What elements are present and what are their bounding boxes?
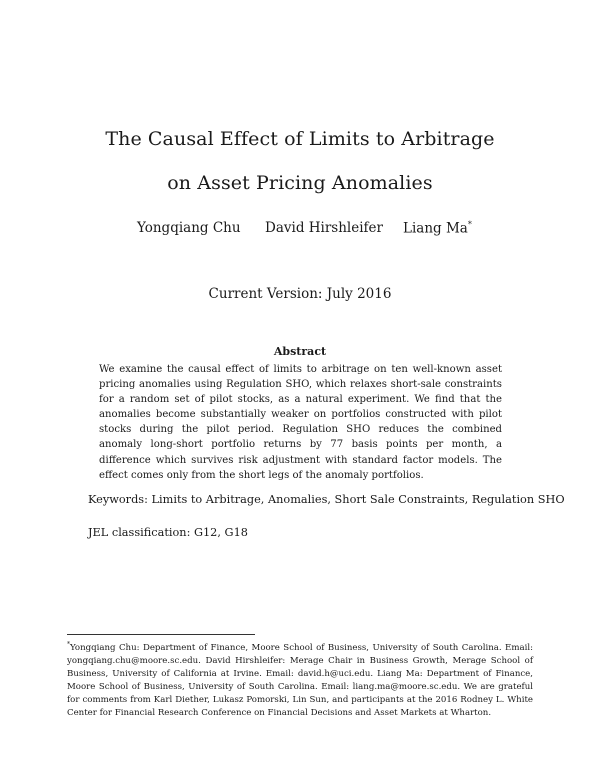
author-name-with-mark <box>403 220 472 237</box>
paper-title-line-2: on Asset Pricing Anomalies <box>167 172 433 194</box>
paper-title-line-1: The Causal Effect of Limits to Arbitrage <box>105 128 495 150</box>
footnote-text <box>67 638 533 720</box>
abstract-text: We examine the causal effect of limits to arbitrage on ten well-known asset pricing anomalies using Regulation SHO, which relaxes short-sale constraints for a random set of pilot stocks, as a natural experiment. We find that the anomalies become substantially weaker on portfolios constructed with pilot stocks during the pilot period. Regulation SHO reduces the combined anomaly long-short portfolio returns by 77 basis points per month, a difference which survives risk adjustment with standard factor models. The effect comes only from the short legs of the anomaly portfolios. <box>99 364 502 481</box>
abstract-heading: Abstract <box>273 345 327 358</box>
author-footnote-mark: * <box>467 220 472 229</box>
keywords-line: Keywords: Limits to Arbitrage, Anomalies, Short Sale Constraints, Regulation SHO <box>88 493 565 506</box>
author-name: Yongqiang Chu <box>137 220 241 236</box>
jel-classification: JEL classification: G12, G18 <box>88 526 248 539</box>
footnote-body: Yongqiang Chu: Department of Finance, Moore School of Business, University of South Carolina. Email: yongqiang.chu@moore.sc.edu. David Hirshleifer: Merage Chair in Business Growth, Merage School of Business, University of California at Irvine. Email: david.h@uci.edu. Liang Ma: Department of Finance, Moore School of Business, University of South Carolina. Email: liang.ma@moore.sc.edu. We are grateful for comments from Karl Diether, Lukasz Pomorski, Lin Sun, and participants at the 2016 Rodney L. White Center for Financial Research Conference on Financial Decisions and Asset Markets at Wharton. <box>67 642 533 719</box>
version-date: Current Version: July 2016 <box>208 286 392 302</box>
author-name: Liang Ma <box>403 220 468 237</box>
author-name: David Hirshleifer <box>265 220 383 236</box>
footnote-divider <box>67 634 255 635</box>
footnote-mark: * <box>67 641 70 648</box>
